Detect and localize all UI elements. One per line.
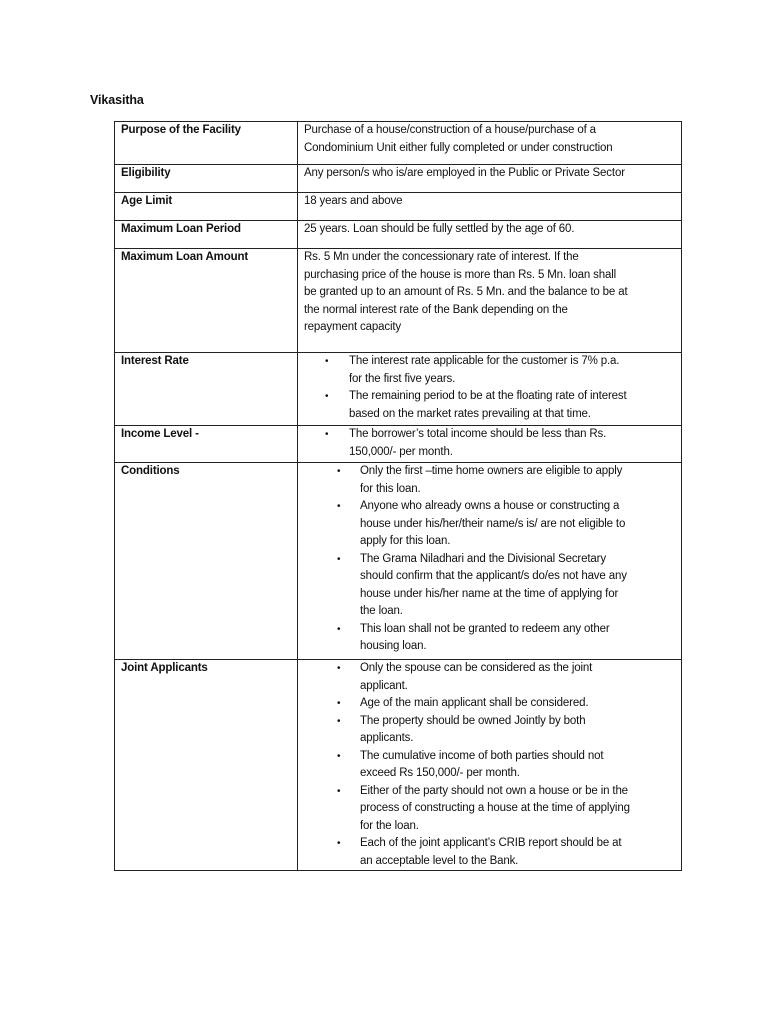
list-item [304,353,675,388]
max-amount-line: purchasing price of the house is more than Rs. 5 Mn. loan shall [304,268,617,281]
max-amount-line: be granted up to an amount of Rs. 5 Mn. and the balance to be at [304,286,628,298]
list-item-line: Either of the party should not own a house or be in the [360,784,628,797]
income-level-value [298,426,682,463]
list-item-line: for this loan. [360,482,421,495]
list-item-line: applicant. [360,679,408,692]
age-limit-value: 18 years and above [298,193,682,221]
facility-table [114,121,682,871]
list-item-line: apply for this loan. [360,535,451,547]
list-item-line: The remaining period to be at the floating rate of interest [349,390,627,402]
max-amount-value [298,249,682,353]
purpose-value-line: Condominium Unit either fully completed or under construction [304,141,613,154]
max-period-value: 25 years. Loan should be fully settled by the age of 60. [298,221,682,249]
list-item [304,835,675,870]
bullet-dot-icon: • [337,663,341,674]
conditions-list [304,463,675,656]
joint-applicants-value [298,660,682,871]
bullet-dot-icon: • [325,391,329,402]
list-item-line: an acceptable level to the Bank. [360,854,519,867]
list-item [304,621,675,656]
list-item [304,783,675,836]
max-period-label: Maximum Loan Period [115,221,298,249]
table-row-eligibility [115,165,682,193]
max-amount-line: the normal interest rate of the Bank depending on the [304,303,568,316]
max-amount-line: Rs. 5 Mn under the concessionary rate of interest. If the [304,251,579,263]
purpose-value-line: Purchase of a house/construction of a house/purchase of a [304,124,596,136]
bullet-dot-icon: • [337,838,341,849]
list-item-line: Anyone who already owns a house or constructing a [360,500,620,512]
page-title: Vikasitha [90,93,144,107]
list-item [304,498,675,551]
income-level-label: Income Level - [115,426,298,463]
list-item-line: Only the first –time home owners are eligible to apply [360,465,623,477]
table-row-max-period [115,221,682,249]
list-item-line: applicants. [360,732,414,744]
age-limit-label: Age Limit [115,193,298,221]
list-item-line: for the first five years. [349,372,456,385]
table-row-purpose [115,122,682,165]
interest-rate-label: Interest Rate [115,353,298,426]
list-item [304,388,675,423]
bullet-dot-icon: • [325,356,329,367]
list-item-line: The interest rate applicable for the customer is 7% p.a. [349,355,620,367]
max-amount-label: Maximum Loan Amount [115,249,298,353]
joint-applicants-list [304,660,675,870]
bullet-dot-icon: • [325,429,329,440]
interest-rate-list [304,353,675,423]
conditions-value [298,463,682,660]
list-item-line: The Grama Niladhari and the Divisional Secretary [360,552,606,565]
table-row-interest-rate [115,353,682,426]
bullet-dot-icon: • [337,715,341,727]
purpose-value [298,122,682,165]
list-item [304,695,675,713]
bullet-dot-icon: • [337,466,341,477]
list-item [304,463,675,498]
bullet-dot-icon: • [337,785,341,797]
list-item-line: based on the market rates prevailing at that time. [349,407,591,420]
list-item-line: This loan shall not be granted to redeem any other [360,622,610,635]
max-amount-line: repayment capacity [304,321,402,333]
list-item-line: process of constructing a house at the time of applying [360,802,630,814]
bullet-dot-icon: • [337,750,341,762]
eligibility-value: Any person/s who is/are employed in the Public or Private Sector [298,165,682,193]
list-item-line: 150,000/- per month. [349,445,453,458]
table-row-conditions [115,463,682,660]
table-row-income-level [115,426,682,463]
bullet-dot-icon: • [337,501,341,512]
list-item [304,426,675,461]
table-row-joint-applicants [115,660,682,871]
list-item-line: The borrower’s total income should be less than Rs. [349,428,607,440]
list-item-line: exceed Rs 150,000/- per month. [360,767,520,779]
table-row-age-limit [115,193,682,221]
table-row-max-amount [115,249,682,353]
list-item-line: Each of the joint applicant’s CRIB report should be at [360,837,622,849]
purpose-label: Purpose of the Facility [115,122,298,165]
list-item-line: for the loan. [360,819,419,832]
list-item-line: The property should be owned Jointly by both [360,714,586,727]
list-item [304,660,675,695]
bullet-dot-icon: • [337,698,341,709]
income-level-list [304,426,675,461]
bullet-dot-icon: • [337,553,341,565]
list-item-line: should confirm that the applicant/s do/es not have any [360,570,627,582]
list-item-line: the loan. [360,605,403,617]
conditions-label: Conditions [115,463,298,660]
list-item [304,551,675,621]
list-item-line: The cumulative income of both parties should not [360,749,604,762]
list-item [304,713,675,748]
joint-applicants-label: Joint Applicants [115,660,298,871]
list-item-line: Age of the main applicant shall be considered. [360,697,589,709]
list-item-line: house under his/her name at the time of applying for [360,587,619,600]
interest-rate-value [298,353,682,426]
list-item-line: housing loan. [360,640,427,652]
list-item-line: house under his/her/their name/s is/ are not eligible to [360,517,626,530]
list-item [304,748,675,783]
list-item-line: Only the spouse can be considered as the joint [360,662,593,674]
eligibility-label: Eligibility [115,165,298,193]
bullet-dot-icon: • [337,623,341,635]
